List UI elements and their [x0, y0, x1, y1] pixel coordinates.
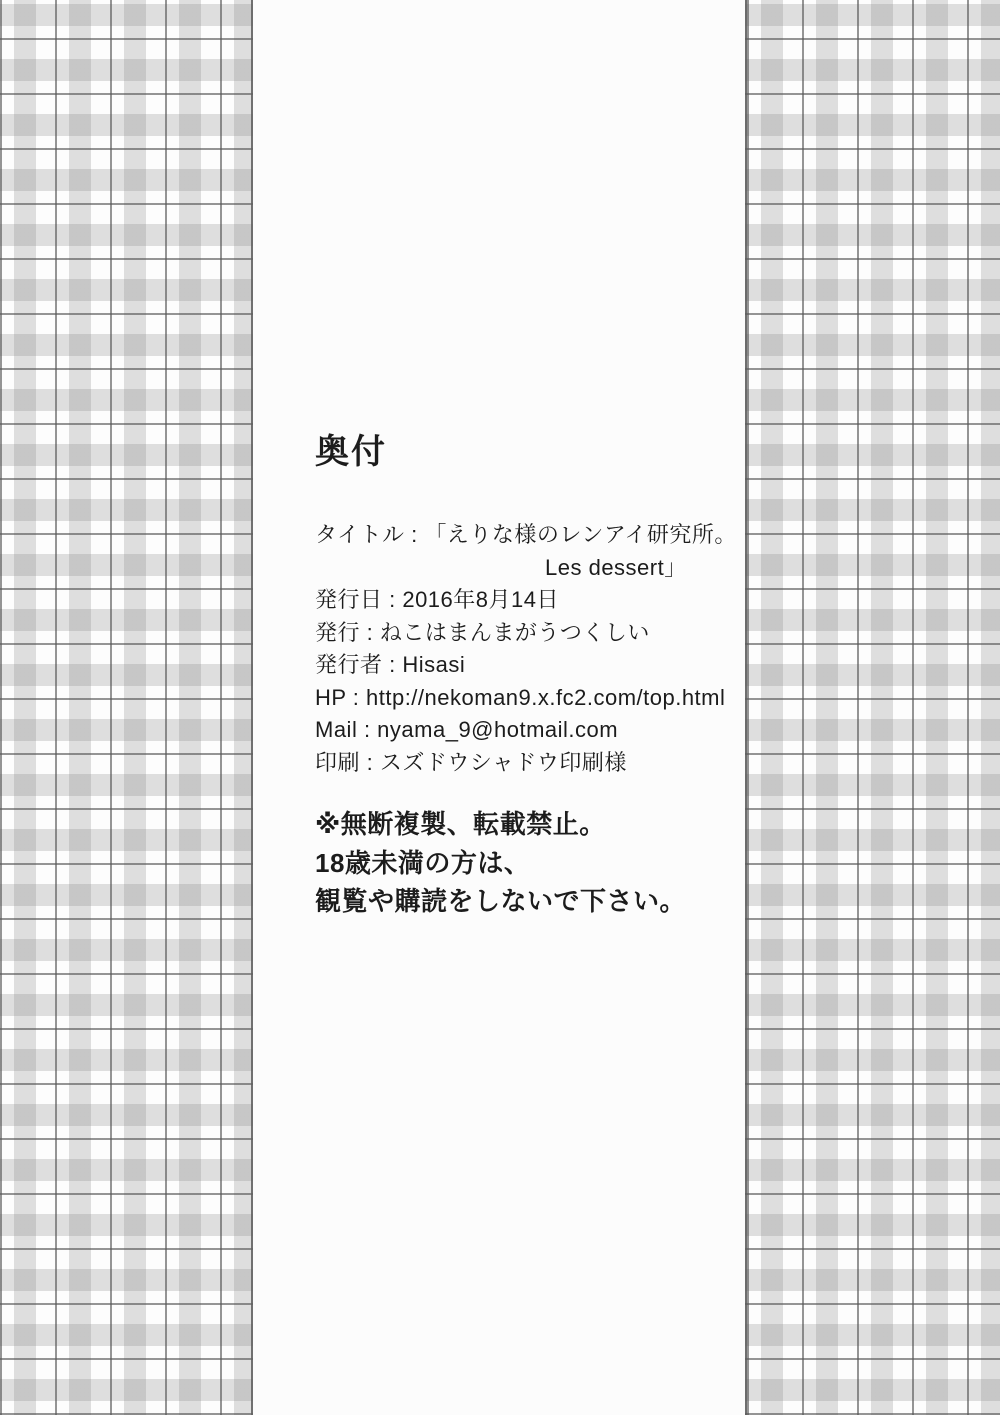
- copyright-notice: [315, 805, 725, 921]
- notice-line-no-reproduction: ※無断複製、転載禁止。: [315, 809, 606, 839]
- colophon-line-publish-date: 発行日 : 2016年8月14日: [315, 587, 559, 612]
- colophon-line-homepage: HP : http://nekoman9.x.fc2.com/top.html: [315, 684, 726, 710]
- notice-line-age-restriction-2: 観覧や購読をしないで下さい。: [315, 886, 687, 916]
- notice-line-age-restriction: 18歳未満の方は、: [315, 847, 531, 878]
- colophon-block: [315, 424, 737, 921]
- colophon-line-mail: Mail : nyama_9@hotmail.com: [315, 717, 619, 742]
- right-plaid-border: [745, 0, 1000, 1415]
- colophon-heading: 奥付: [315, 433, 387, 471]
- colophon-line-circle: 発行 : ねこはまんまがうつくしい: [315, 619, 650, 645]
- colophon-line-printer: 印刷 : スズドウシャドウ印刷様: [315, 749, 627, 775]
- colophon-line-subtitle: Les dessert」: [545, 554, 687, 580]
- colophon-line-publisher: 発行者 : Hisasi: [315, 652, 466, 677]
- colophon-line-title: タイトル : 「えりな様のレンアイ研究所。: [315, 522, 737, 547]
- left-plaid-border: [0, 0, 253, 1415]
